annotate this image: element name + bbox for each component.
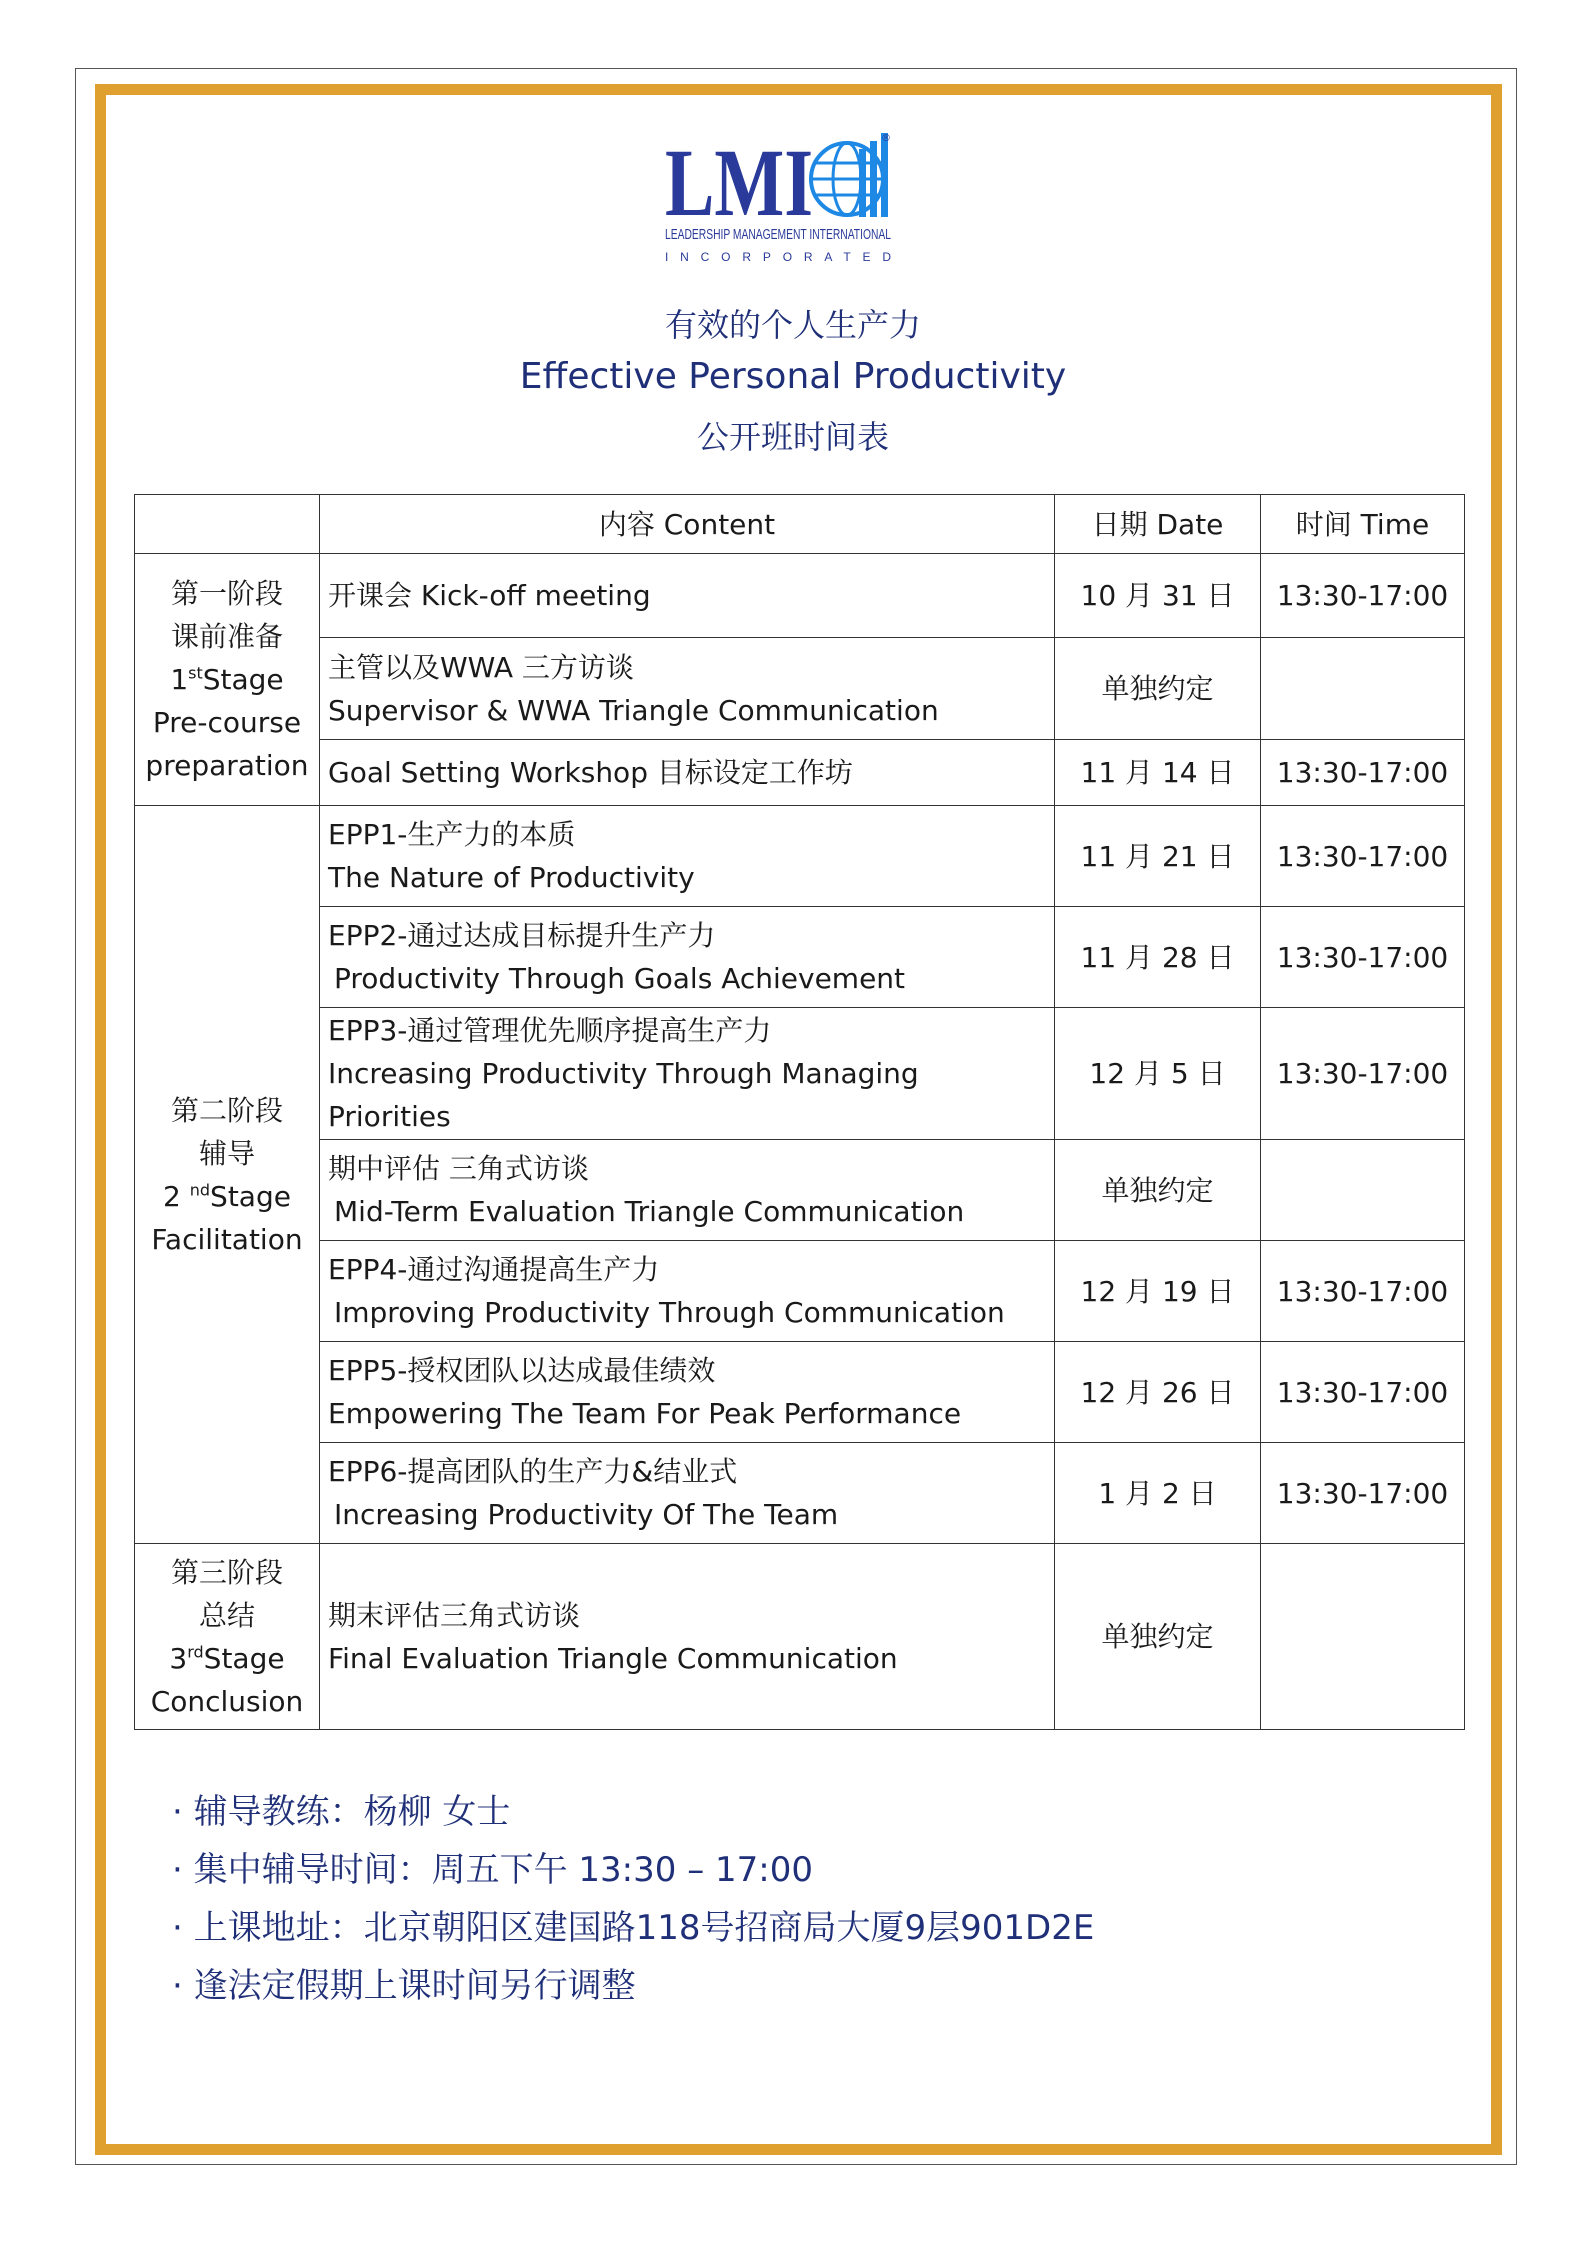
date-cell: 单独约定 <box>1055 638 1261 740</box>
table-row <box>135 806 1465 907</box>
date-cell: 1 月 2 日 <box>1055 1443 1261 1544</box>
content-cell: 开课会 Kick-off meeting <box>320 554 1055 638</box>
note-address: · 上课地址：北京朝阳区建国路118号招商局大厦9层901D2E <box>172 1908 1095 1948</box>
date-cell: 11 月 14 日 <box>1055 740 1261 806</box>
content-cell: EPP6-提高团队的生产力&结业式 Increasing Productivity Of The Team <box>320 1443 1055 1544</box>
schedule-table <box>134 494 1465 1730</box>
logo-company-name: LEADERSHIP MANAGEMENT INTERNATIONAL <box>665 226 891 243</box>
table-row <box>135 1008 1465 1140</box>
date-cell: 12 月 5 日 <box>1055 1008 1261 1140</box>
content-cell: 主管以及WWA 三方访谈 Supervisor & WWA Triangle Communication <box>320 638 1055 740</box>
globe-icon <box>811 133 888 217</box>
time-cell <box>1261 638 1465 740</box>
table-row <box>135 740 1465 806</box>
registered-mark: ® <box>881 133 891 144</box>
header-time: 时间 Time <box>1261 495 1465 554</box>
table-row <box>135 907 1465 1008</box>
logo-incorporated: INCORPORATED <box>665 250 891 264</box>
stage1-cell: 第一阶段 课前准备 1stStage Pre-course preparation <box>135 554 320 806</box>
time-cell: 13:30-17:00 <box>1261 806 1465 907</box>
lmi-logo <box>665 133 891 267</box>
date-cell: 11 月 21 日 <box>1055 806 1261 907</box>
date-cell: 11 月 28 日 <box>1055 907 1261 1008</box>
time-cell: 13:30-17:00 <box>1261 907 1465 1008</box>
date-cell: 10 月 31 日 <box>1055 554 1261 638</box>
table-row <box>135 1342 1465 1443</box>
logo-lettermark: LMI <box>665 133 813 236</box>
date-cell: 单独约定 <box>1055 1544 1261 1730</box>
note-schedule: · 集中辅导时间：周五下午 13:30 – 17:00 <box>172 1850 814 1890</box>
stage2-cell: 第二阶段 辅导 2 $^{nd}$Stage Facilitation <box>135 806 320 1544</box>
header-date: 日期 Date <box>1055 495 1261 554</box>
content-cell: EPP1-生产力的本质 The Nature of Productivity <box>320 806 1055 907</box>
time-cell: 13:30-17:00 <box>1261 740 1465 806</box>
header-content: 内容 Content <box>320 495 1055 554</box>
time-cell: 13:30-17:00 <box>1261 1342 1465 1443</box>
date-cell: 12 月 26 日 <box>1055 1342 1261 1443</box>
content-cell: 期中评估 三角式访谈 Mid-Term Evaluation Triangle Communication <box>320 1140 1055 1241</box>
table-row <box>135 1140 1465 1241</box>
stage3-cell: 第三阶段 总结 3rdStage Conclusion <box>135 1544 320 1730</box>
table-row <box>135 1443 1465 1544</box>
title-english: Effective Personal Productivity <box>519 356 1067 397</box>
table-row <box>135 1241 1465 1342</box>
table-header-row <box>135 495 1465 554</box>
date-cell: 12 月 19 日 <box>1055 1241 1261 1342</box>
content-cell: Goal Setting Workshop 目标设定工作坊 <box>320 740 1055 806</box>
table-row <box>135 638 1465 740</box>
date-cell: 单独约定 <box>1055 1140 1261 1241</box>
content-cell: EPP4-通过沟通提高生产力 Improving Productivity Through Communication <box>320 1241 1055 1342</box>
content-cell: 期末评估三角式访谈 Final Evaluation Triangle Communication <box>320 1544 1055 1730</box>
title-chinese: 有效的个人生产力 <box>664 306 921 344</box>
time-cell <box>1261 1544 1465 1730</box>
table-row <box>135 1544 1465 1730</box>
time-cell: 13:30-17:00 <box>1261 1241 1465 1342</box>
notes-list <box>172 1783 1094 2015</box>
note-coach: · 辅导教练：杨柳 女士 <box>172 1792 511 1832</box>
title-subtitle: 公开班时间表 <box>696 418 889 456</box>
time-cell <box>1261 1140 1465 1241</box>
header-stage <box>135 495 320 554</box>
time-cell: 13:30-17:00 <box>1261 554 1465 638</box>
time-cell: 13:30-17:00 <box>1261 1008 1465 1140</box>
content-cell: EPP2-通过达成目标提升生产力 Productivity Through Goals Achievement <box>320 907 1055 1008</box>
table-row <box>135 554 1465 638</box>
time-cell: 13:30-17:00 <box>1261 1443 1465 1544</box>
note-holiday: · 逢法定假期上课时间另行调整 <box>172 1966 636 2006</box>
content-cell: EPP3-通过管理优先顺序提高生产力 Increasing Productivity Through Managing Priorities <box>320 1008 1055 1140</box>
content-cell: EPP5-授权团队以达成最佳绩效 Empowering The Team For Peak Performance <box>320 1342 1055 1443</box>
